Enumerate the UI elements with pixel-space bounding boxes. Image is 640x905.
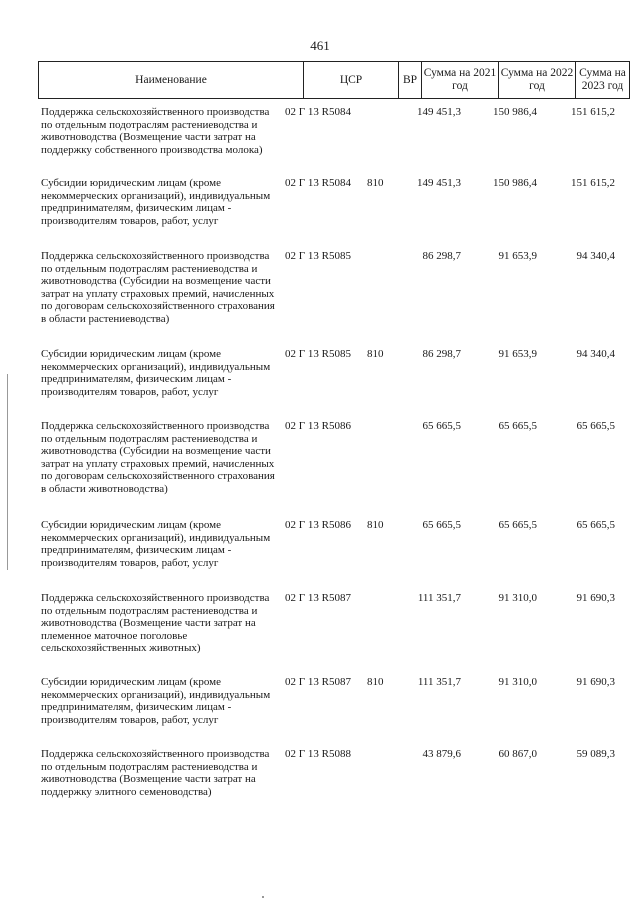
row-sum-2022: 65 665,5 xyxy=(498,519,537,531)
row-sum-2022: 91 653,9 xyxy=(498,250,537,262)
row-sum-2022: 150 986,4 xyxy=(493,106,537,118)
row-name: Субсидии юридическим лицам (кроме некоммерческих организаций), индивидуальным предпринимателям, физическим лицам - производителям товаров, работ, услуг xyxy=(41,676,271,726)
row-sum-2021: 86 298,7 xyxy=(422,250,461,262)
row-csr: 02 Г 13 R5085 xyxy=(285,348,351,360)
row-sum-2023: 59 089,3 xyxy=(576,748,615,760)
row-name: Поддержка сельскохозяйственного производства по отдельным подотраслям растениеводства и животноводства (Субсидии на возмещение части затрат на уплату страховых премий, начисленных по договорам сельскохозяйственного страхования в области растениеводства) xyxy=(41,250,275,325)
header-sum-2021: Сумма на 2021 год xyxy=(422,62,499,98)
row-sum-2021: 65 665,5 xyxy=(422,519,461,531)
row-name: Поддержка сельскохозяйственного производства по отдельным подотраслям растениеводства и животноводства (Субсидии на возмещение части затрат на уплату страховых премий, начисленных по договорам сельскохозяйственного страхования в области животноводства) xyxy=(41,420,275,495)
row-name: Поддержка сельскохозяйственного производства по отдельным подотраслям растениеводства и животноводства (Возмещение части затрат на поддержку элитного семеноводства) xyxy=(41,748,270,798)
row-sum-2023: 151 615,2 xyxy=(571,106,615,118)
row-csr: 02 Г 13 R5087 xyxy=(285,676,351,688)
row-csr: 02 Г 13 R5084 xyxy=(285,177,351,189)
row-vr: 810 xyxy=(367,519,384,531)
row-csr: 02 Г 13 R5085 xyxy=(285,250,351,262)
row-name: Поддержка сельскохозяйственного производства по отдельным подотраслям растениеводства и животноводства (Возмещение части затрат на поддержку собственного производства молока) xyxy=(41,106,270,156)
table-header xyxy=(38,61,630,99)
row-sum-2021: 43 879,6 xyxy=(422,748,461,760)
row-csr: 02 Г 13 R5084 xyxy=(285,106,351,118)
row-sum-2021: 149 451,3 xyxy=(417,177,461,189)
scan-margin-line xyxy=(7,374,8,570)
header-csr: ЦСР xyxy=(304,62,399,98)
row-sum-2021: 111 351,7 xyxy=(417,592,461,604)
row-sum-2023: 151 615,2 xyxy=(571,177,615,189)
row-sum-2022: 91 653,9 xyxy=(498,348,537,360)
scan-dot xyxy=(262,896,264,898)
row-sum-2022: 91 310,0 xyxy=(498,676,537,688)
row-vr: 810 xyxy=(367,177,384,189)
row-sum-2023: 91 690,3 xyxy=(576,676,615,688)
row-sum-2022: 65 665,5 xyxy=(498,420,537,432)
row-sum-2022: 150 986,4 xyxy=(493,177,537,189)
header-sum-2023: Сумма на 2023 год xyxy=(579,67,626,92)
row-sum-2023: 65 665,5 xyxy=(576,519,615,531)
row-name: Субсидии юридическим лицам (кроме некоммерческих организаций), индивидуальным предпринимателям, физическим лицам - производителям товаров, работ, услуг xyxy=(41,177,271,227)
row-name: Субсидии юридическим лицам (кроме некоммерческих организаций), индивидуальным предпринимателям, физическим лицам - производителям товаров, работ, услуг xyxy=(41,348,271,398)
row-vr: 810 xyxy=(367,676,384,688)
row-sum-2021: 86 298,7 xyxy=(422,348,461,360)
header-vr: ВР xyxy=(399,62,422,98)
row-vr: 810 xyxy=(367,348,384,360)
row-csr: 02 Г 13 R5088 xyxy=(285,748,351,760)
row-sum-2021: 111 351,7 xyxy=(417,676,461,688)
row-sum-2022: 91 310,0 xyxy=(498,592,537,604)
row-sum-2023: 94 340,4 xyxy=(576,250,615,262)
header-sum-2022: Сумма на 2022 год xyxy=(499,62,576,98)
header-name: Наименование xyxy=(39,62,304,98)
row-csr: 02 Г 13 R5086 xyxy=(285,519,351,531)
row-csr: 02 Г 13 R5086 xyxy=(285,420,351,432)
row-csr: 02 Г 13 R5087 xyxy=(285,592,351,604)
row-sum-2023: 94 340,4 xyxy=(576,348,615,360)
row-sum-2022: 60 867,0 xyxy=(498,748,537,760)
row-sum-2023: 91 690,3 xyxy=(576,592,615,604)
page-number: 461 xyxy=(310,38,330,53)
row-name: Субсидии юридическим лицам (кроме некоммерческих организаций), индивидуальным предпринимателям, физическим лицам - производителям товаров, работ, услуг xyxy=(41,519,271,569)
row-name: Поддержка сельскохозяйственного производства по отдельным подотраслям растениеводства и животноводства (Возмещение части затрат на племенное маточное поголовье сельскохозяйственных животных) xyxy=(41,592,270,655)
row-sum-2021: 149 451,3 xyxy=(417,106,461,118)
row-sum-2021: 65 665,5 xyxy=(422,420,461,432)
row-sum-2023: 65 665,5 xyxy=(576,420,615,432)
